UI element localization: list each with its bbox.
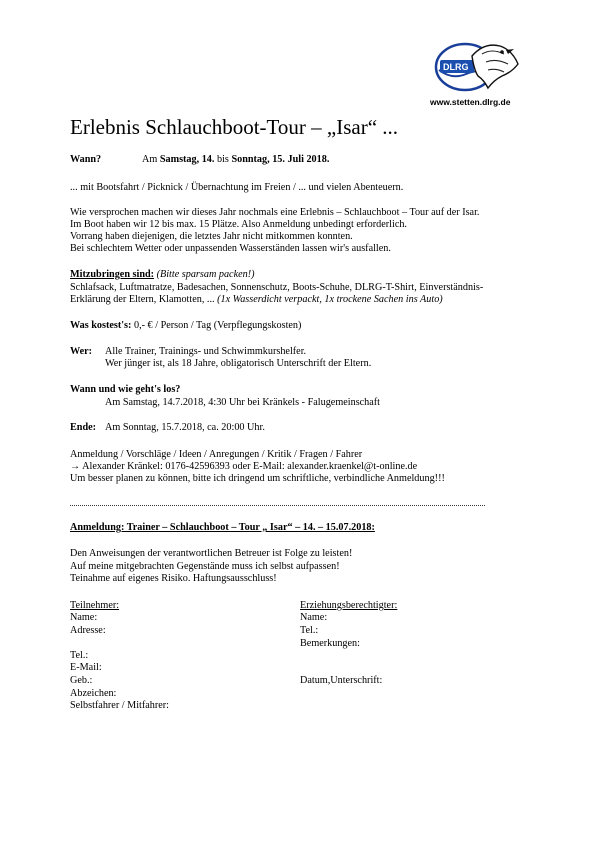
intro-line: Bei schlechtem Wetter oder unpassenden Wasserständen lassen wir's ausfallen.: [70, 243, 391, 254]
rule-line: Teinahme auf eigenes Risiko. Haftungsausschluss!: [70, 573, 277, 584]
when-start: Samstag, 14.: [159, 154, 215, 165]
participant-birthdate-field[interactable]: Geb.:: [70, 675, 93, 686]
guardian-phone-field[interactable]: Tel.:: [300, 625, 319, 636]
bring-line2-italic: (1x Wasserdicht verpackt, 1x trockene Sachen ins Auto): [217, 294, 443, 305]
guardian-remarks-field[interactable]: Bemerkungen:: [300, 638, 360, 649]
participant-phone-field[interactable]: Tel.:: [70, 650, 89, 661]
dlrg-logo: [432, 36, 522, 94]
rule-line: Auf meine mitgebrachten Gegenstände muss ich selbst aufpassen!: [70, 561, 340, 572]
bring-note: (Bitte sparsam packen!): [154, 269, 255, 280]
when-prefix: Am: [142, 154, 160, 165]
guardian-heading: Erziehungsberechtigter:: [300, 600, 398, 611]
who-line: Alle Trainer, Trainings- und Schwimmkurshelfer.: [105, 346, 307, 357]
when-end: Sonntag, 15. Juli 2018.: [231, 154, 330, 165]
participant-heading: Teilnehmer:: [70, 600, 120, 611]
cost-text: 0,- € / Person / Tag (Verpflegungskosten): [131, 320, 302, 331]
contact-line: Anmeldung / Vorschläge / Ideen / Anregungen / Kritik / Fragen / Fahrer: [70, 449, 363, 460]
when-dates: [142, 154, 329, 166]
cost-label: Was kostest's:: [70, 320, 132, 331]
participant-address-field[interactable]: Adresse:: [70, 625, 106, 636]
bring-label: Mitzubringen sind:: [70, 269, 155, 280]
when-label: Wann?: [70, 154, 102, 165]
tagline: ... mit Bootsfahrt / Picknick / Übernachtung im Freien / ... und vielen Abenteuern.: [70, 182, 404, 193]
cut-line: [70, 505, 485, 506]
when-mid: bis: [214, 154, 232, 165]
who-label: Wer:: [70, 346, 93, 357]
guardian-signature-field[interactable]: Datum,Unterschrift:: [300, 675, 383, 686]
page-title: Erlebnis Schlauchboot-Tour – „Isar“ ...: [70, 115, 399, 139]
end-label: Ende:: [70, 422, 97, 433]
start-text: Am Samstag, 14.7.2018, 4:30 Uhr bei Kränkels - Falugemeinschaft: [105, 397, 381, 408]
participant-name-field[interactable]: Name:: [70, 612, 98, 623]
bring-heading: [70, 269, 255, 281]
registration-heading: Anmeldung: Trainer – Schlauchboot – Tour „ Isar“ – 14. – 15.07.2018:: [70, 522, 375, 533]
logo-text: DLRG: [443, 62, 469, 72]
intro-line: Im Boot haben wir 12 bis max. 15 Plätze. Also Anmeldung unbedingt erforderlich.: [70, 219, 407, 230]
who-line: Wer jünger ist, als 18 Jahre, obligatorisch Unterschrift der Eltern.: [105, 358, 372, 369]
guardian-name-field[interactable]: Name:: [300, 612, 328, 623]
rule-line: Den Anweisungen der verantwortlichen Betreuer ist Folge zu leisten!: [70, 548, 353, 559]
bring-line: [70, 294, 443, 306]
end-text: Am Sonntag, 15.7.2018, ca. 20:00 Uhr.: [105, 422, 265, 433]
website-url: www.stetten.dlrg.de: [430, 97, 511, 107]
participant-badges-field[interactable]: Abzeichen:: [70, 688, 117, 699]
intro-line: Wie versprochen machen wir dieses Jahr nochmals eine Erlebnis – Schlauchboot – Tour auf der Isar.: [70, 207, 480, 218]
intro-line: Vorrang haben diejenigen, die letztes Jahr nicht mitkommen konnten.: [70, 231, 353, 242]
contact-line: Um besser planen zu können, bitte ich dringend um schriftliche, verbindliche Anmeldung!!!: [70, 473, 445, 484]
bring-line2: Erklärung der Eltern, Klamotten, ...: [70, 294, 218, 305]
participant-email-field[interactable]: E-Mail:: [70, 662, 102, 673]
bring-line: Schlafsack, Luftmatratze, Badesachen, Sonnenschutz, Boots-Schuhe, DLRG-T-Shirt, Einverständnis-: [70, 282, 484, 293]
contact-line: → Alexander Kränkel: 0176-42596393 oder E-Mail: alexander.kraenkel@t-online.de: [70, 461, 418, 472]
participant-driver-field[interactable]: Selbstfahrer / Mitfahrer:: [70, 700, 170, 711]
cost: [70, 320, 301, 332]
start-label: Wann und wie geht's los?: [70, 384, 181, 395]
